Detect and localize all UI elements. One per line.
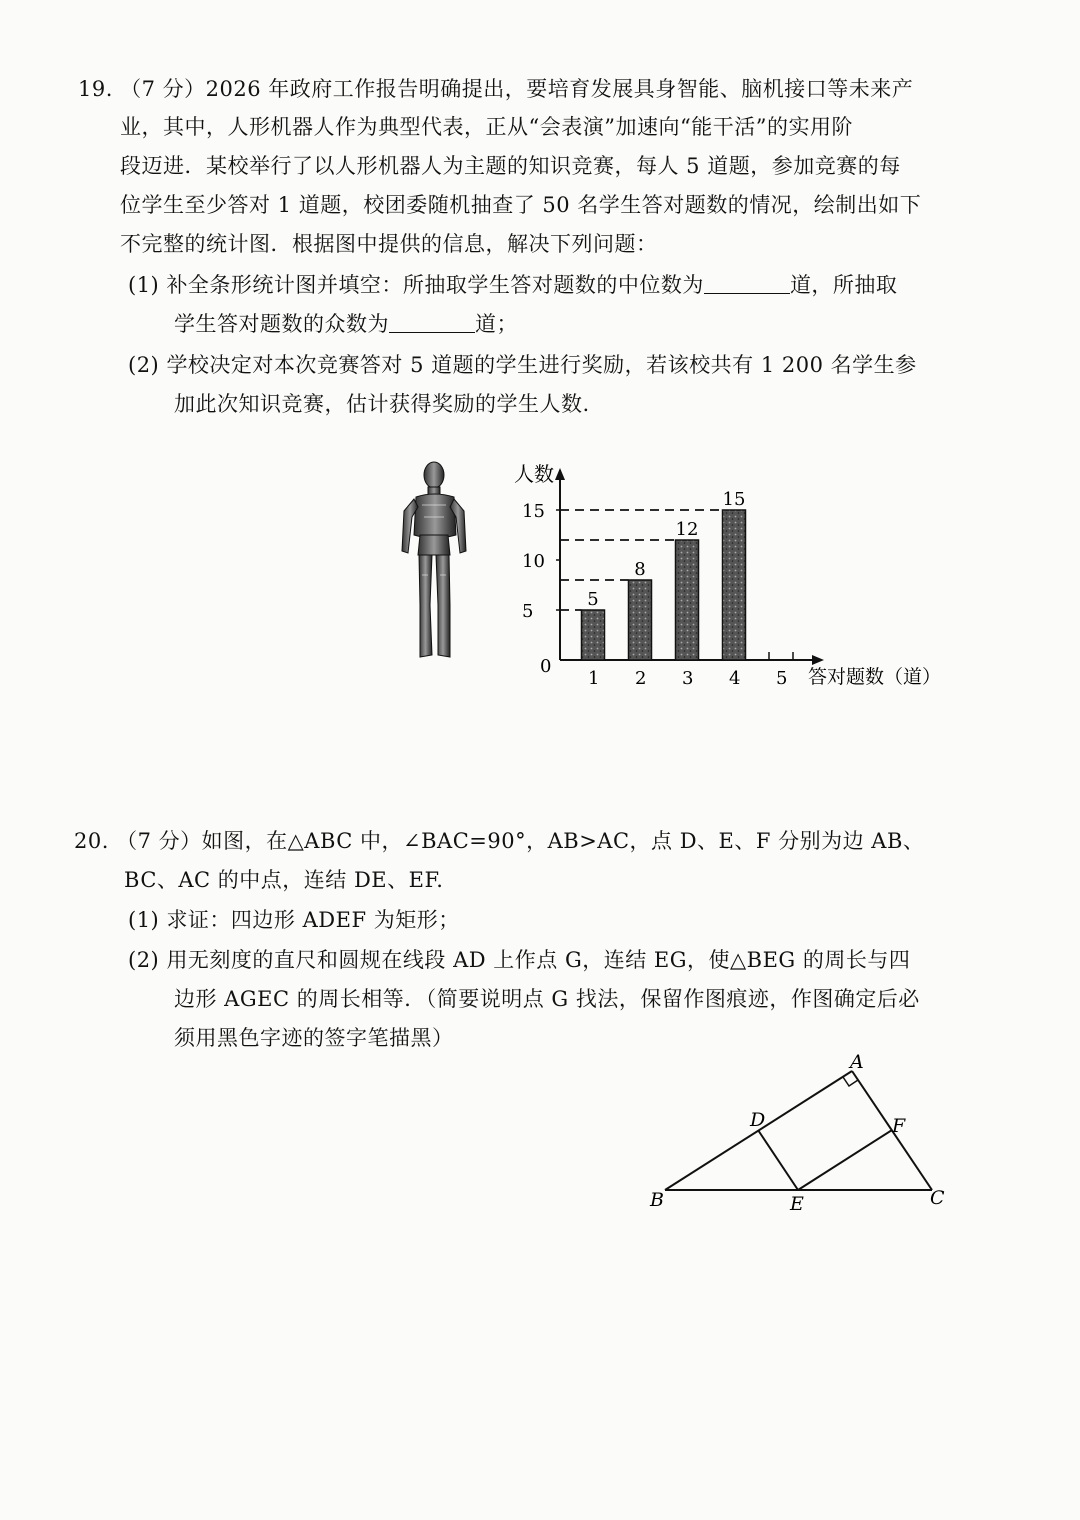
- segment-de: [758, 1130, 798, 1190]
- humanoid-robot-image: [392, 455, 472, 665]
- sub-question-2: (2) 用无刻度的直尺和圆规在线段 AD 上作点 G，连结 EG，使△BEG 的周长与四: [128, 948, 911, 972]
- x-axis-label: 答对题数（道）: [808, 666, 942, 688]
- sub-question-label: (2): [128, 948, 160, 972]
- point-label-c: C: [930, 1187, 945, 1209]
- question-text-line: 2026 年政府工作报告明确提出，要培育发展具身智能、脑机接口等未来产: [205, 77, 914, 101]
- bar-chart: [500, 455, 950, 695]
- bar: [629, 580, 652, 660]
- answer-blank-mode[interactable]: [389, 308, 475, 333]
- sub-question-label: (1): [128, 273, 160, 297]
- x-axis-arrow: [812, 655, 824, 665]
- point-label-d: D: [750, 1109, 766, 1131]
- bar-value-label: 15: [722, 489, 746, 510]
- y-tick-label: 15: [522, 501, 545, 522]
- y-tick-label: 5: [522, 601, 534, 622]
- bar: [582, 610, 605, 660]
- triangle-figure: [640, 1050, 960, 1230]
- question-text-line: BC、AC 的中点，连结 DE、EF.: [124, 868, 444, 892]
- sub-question-label: (2): [128, 353, 160, 377]
- question-number: 19.: [78, 77, 113, 101]
- point-label-f: F: [892, 1115, 906, 1137]
- answer-blank-median[interactable]: [704, 269, 790, 294]
- sub-question-1: (1) 求证：四边形 ADEF 为矩形；: [128, 908, 460, 932]
- segment-ef: [798, 1130, 892, 1190]
- x-tick-label: 4: [729, 668, 741, 689]
- y-tick-label: 10: [522, 551, 545, 572]
- bar: [676, 540, 699, 660]
- question-text-line: 段迈进．某校举行了以人形机器人为主题的知识竞赛，每人 5 道题，参加竞赛的每: [120, 154, 901, 178]
- point-label-a: A: [850, 1051, 864, 1073]
- sub-question-1: (1) 补全条形统计图并填空：所抽取学生答对题数的中位数为 道，所抽取: [128, 266, 897, 304]
- x-tick-label: 3: [682, 668, 694, 689]
- point-label-e: E: [790, 1193, 804, 1215]
- question-text-line: 如图，在△ABC 中，∠BAC=90°，AB>AC，点 D、E、F 分别为边 AB、: [201, 829, 925, 853]
- question-points: （7 分）: [116, 829, 202, 853]
- bar-value-label: 8: [634, 559, 646, 580]
- x-tick-label: 1: [588, 668, 600, 689]
- sub-question-2: (2) 学校决定对本次竞赛答对 5 道题的学生进行奖励，若该校共有 1 200 名学生参: [128, 353, 917, 377]
- x-tick-label: 5: [776, 668, 788, 689]
- question-text-line: 业，其中，人形机器人作为典型代表，正从“会表演”加速向“能干活”的实用阶: [120, 115, 853, 139]
- x-tick-label: 2: [635, 668, 647, 689]
- y-axis-label: 人数: [514, 462, 554, 486]
- question-text-line: 不完整的统计图．根据图中提供的信息，解决下列问题：: [120, 232, 658, 256]
- sub-question-label: (1): [128, 908, 160, 932]
- bar-value-label: 12: [675, 519, 699, 540]
- origin-label: 0: [540, 656, 552, 677]
- point-label-b: B: [650, 1189, 664, 1211]
- bar: [723, 510, 746, 660]
- question-number: 20.: [74, 829, 109, 853]
- y-axis-arrow: [555, 468, 565, 480]
- question-points: （7 分）: [120, 77, 206, 101]
- question-text-line: 位学生至少答对 1 道题，校团委随机抽查了 50 名学生答对题数的情况，绘制出如下: [120, 193, 922, 217]
- bar-value-label: 5: [587, 589, 599, 610]
